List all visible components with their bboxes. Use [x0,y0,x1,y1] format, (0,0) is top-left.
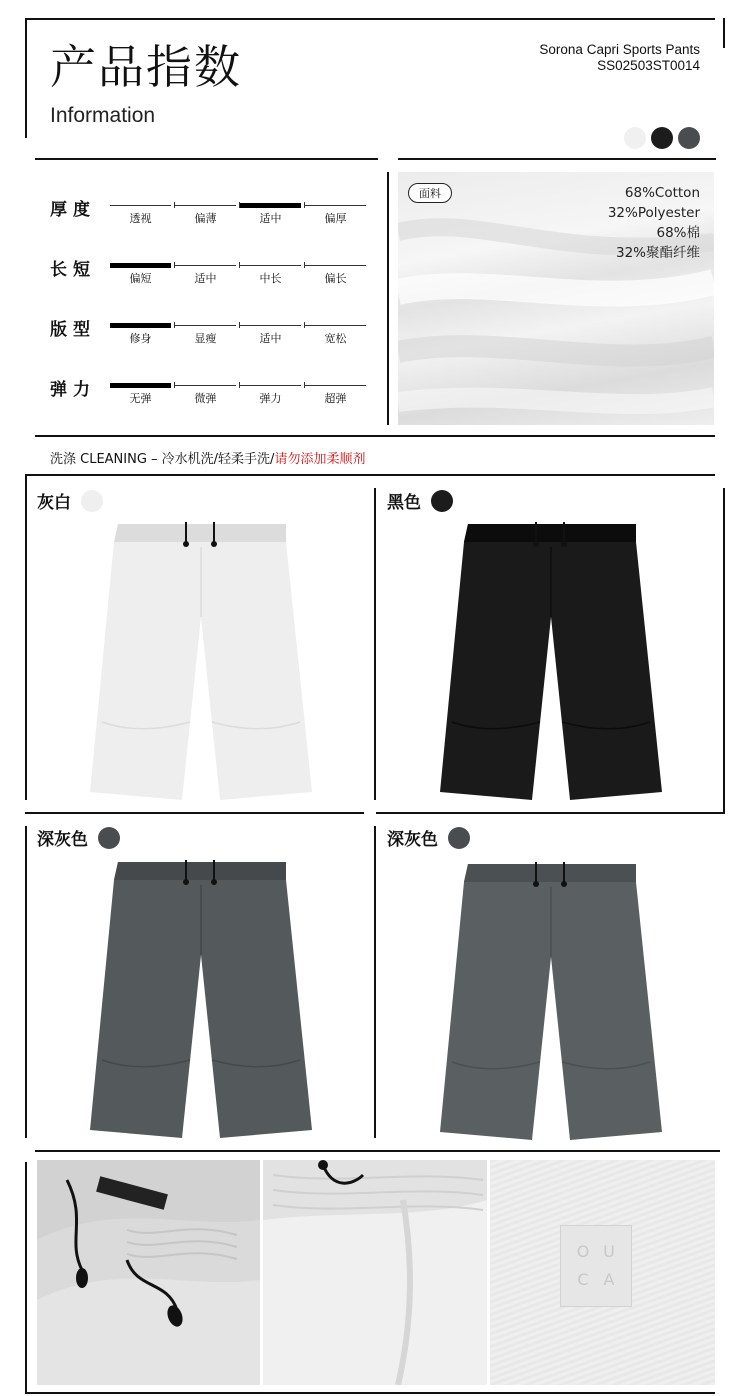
logo-letters [570,1238,622,1294]
product-info [539,42,700,74]
color-dot [448,827,470,849]
color-label [37,825,120,850]
page-title: 产品指数 [50,40,242,94]
color-label [387,488,453,513]
option-bar [240,385,301,386]
option-label: 无弹 [129,392,152,405]
composition-line: 32%聚酯纤维 [615,245,700,261]
option-bar [110,205,171,206]
pants-image [90,860,312,1140]
option-bar [110,263,171,268]
color-label [37,488,103,513]
attribute-label: 弹力 [50,380,96,400]
option-label: 透视 [129,212,152,225]
attribute-label: 长短 [50,260,96,280]
option-label: 超弹 [324,392,347,405]
option-label: 适中 [259,212,282,225]
logo-letter: A [603,1270,615,1289]
cleaning-text: 洗涤 CLEANING – 冷水机洗/轻柔手洗/ [50,452,275,467]
composition-line: 32%Polyester [607,205,700,221]
pants-image [440,522,662,802]
option-bar [305,385,366,386]
option-label: 显瘦 [194,332,217,345]
option-label: 偏短 [129,272,152,285]
option-label: 弹力 [259,392,282,405]
detail-logo-patch [490,1160,715,1385]
attribute-label: 厚度 [50,200,96,220]
logo-letter: C [577,1270,589,1289]
swatch-dot [651,127,673,149]
option-label: 宽松 [324,332,347,345]
attribute-label: 版型 [50,320,96,340]
option-label: 修身 [129,332,152,345]
option-label: 偏薄 [194,212,217,225]
option-bar [240,265,301,266]
option-bar [175,385,236,386]
cleaning-warning: 请勿添加柔顺剂 [274,452,366,467]
logo-letter: U [603,1242,615,1261]
detail-drawstring [37,1160,260,1385]
color-label [387,825,470,850]
color-dot [431,490,453,512]
option-bar [175,325,236,326]
fabric-badge: 面料 [408,183,452,203]
color-dot [98,827,120,849]
product-name: Sorona Capri Sports Pants [539,42,700,57]
color-name: 黑色 [387,493,421,513]
logo-letter: O [576,1242,590,1261]
detail-pocket [263,1160,487,1385]
option-bar [110,383,171,388]
option-label: 微弹 [194,392,217,405]
fabric-composition [608,183,700,263]
option-label: 适中 [194,272,217,285]
option-bar [305,265,366,266]
composition-line: 68%Cotton [624,185,700,201]
option-bar [110,323,171,328]
pants-image [440,862,662,1142]
pants-image [90,522,312,802]
color-name: 灰白 [37,493,71,513]
cleaning-instructions [50,448,365,467]
option-bar [305,205,366,206]
color-dot [81,490,103,512]
option-label: 中长 [259,272,282,285]
option-label: 偏长 [324,272,347,285]
option-bar [240,325,301,326]
color-name: 深灰色 [37,830,88,850]
swatch-dot [678,127,700,149]
option-bar [305,325,366,326]
swatch-dot [624,127,646,149]
option-label: 偏厚 [324,212,347,225]
product-code: SS02503ST0014 [597,58,700,73]
option-bar [175,265,236,266]
option-label: 适中 [259,332,282,345]
color-name: 深灰色 [387,830,438,850]
composition-line: 68%棉 [656,225,700,241]
option-bar [240,203,301,208]
option-bar [175,205,236,206]
page-subtitle: Information [50,104,156,127]
